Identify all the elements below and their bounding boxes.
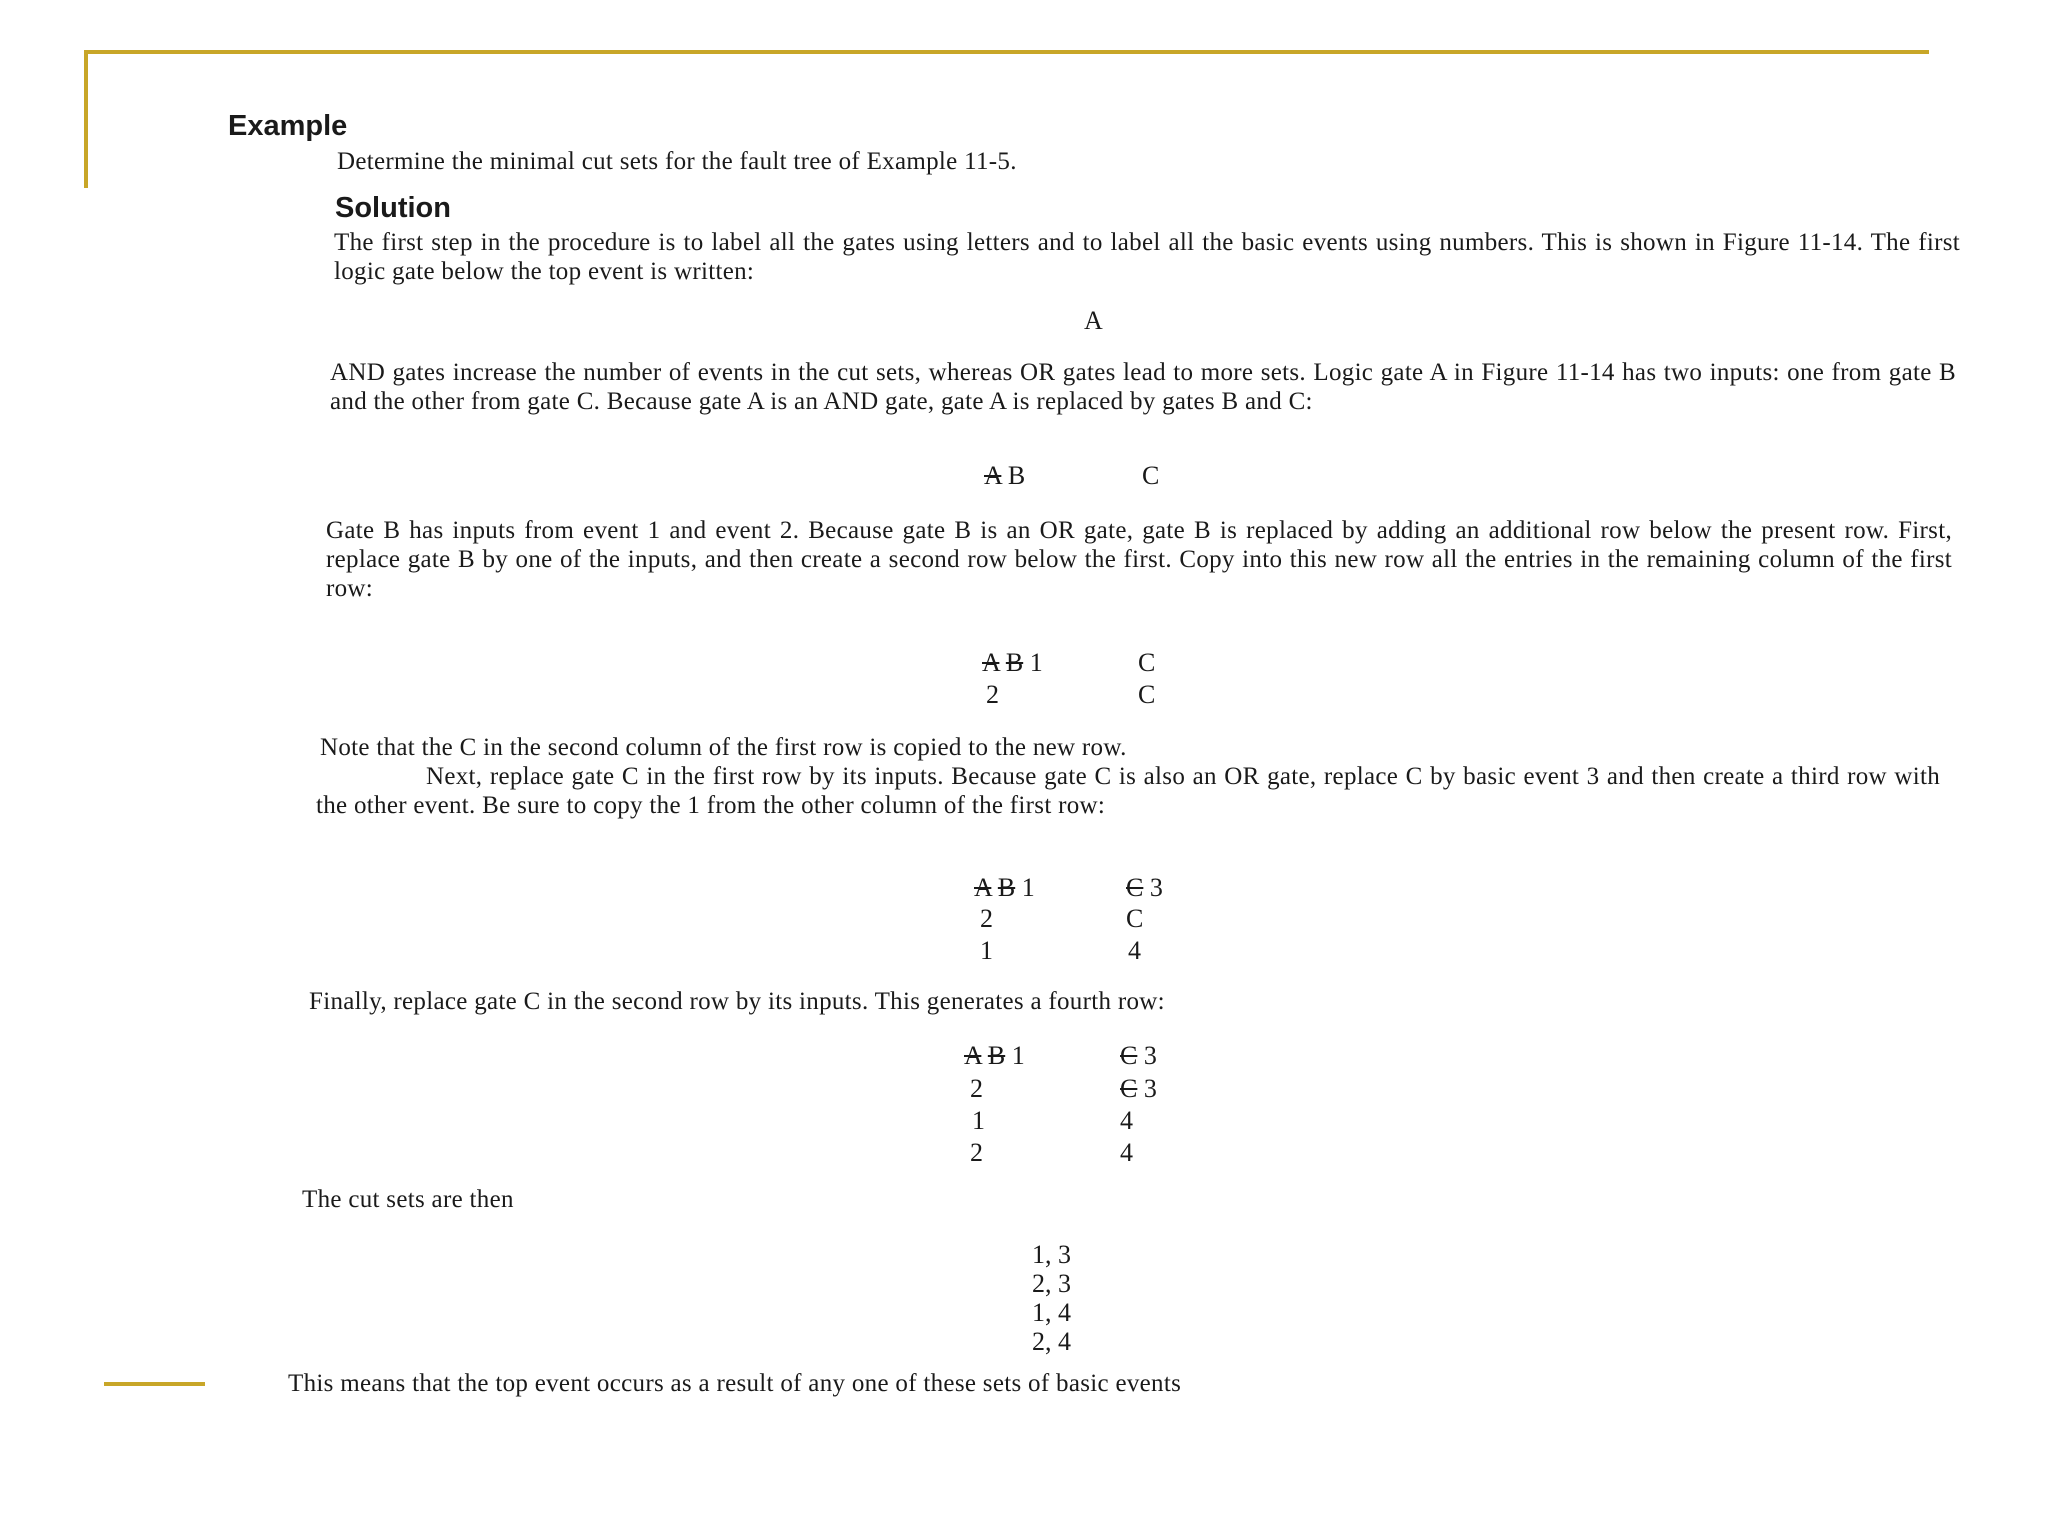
step3-r1-c: C (1138, 648, 1156, 677)
step5-r3-right: 4 (1120, 1106, 1133, 1135)
paragraph-3: Gate B has inputs from event 1 and event 2. Because gate B is an OR gate, gate B is replaced by adding an additional row below the present row. First, replace gate B by one of the inputs, and then create a second row below the first. Copy into this new row all the entries in the remaining column of the first row: (326, 517, 1952, 602)
paragraph-2: AND gates increase the number of events in the cut sets, whereas OR gates lead to more sets. Logic gate A in Figure 11-14 has two inputs: one from gate B and the other from gate C. Because gate A is an AND gate, gate A is replaced by gates B and C: (330, 359, 1956, 415)
step4-row1-left (974, 873, 1035, 903)
step2-gate-a: A (984, 461, 1002, 490)
step3-r1-n: 1 (1029, 648, 1043, 677)
step4-r2-left: 2 (980, 904, 993, 933)
step5-r4-left: 2 (970, 1138, 983, 1167)
step3-r2-left: 2 (986, 680, 999, 709)
step2-gate-c: C (1142, 461, 1160, 490)
step4-r1-b: B (997, 873, 1016, 902)
paragraph-5: Next, replace gate C in the first row by its inputs. Because gate C is also an OR gate, replace C by basic event 3 and then create a third row with the other event. Be sure to copy the 1 from the other column of the first row: (316, 763, 1940, 819)
step2-gate-b: B (1007, 461, 1026, 490)
paragraph-7: The cut sets are then (302, 1186, 514, 1213)
example-heading: Example (228, 110, 348, 142)
step3-r2-right: C (1138, 680, 1156, 709)
step5-r4-right: 4 (1120, 1138, 1133, 1167)
top-accent-rule (84, 50, 1929, 54)
cut-set-3: 1, 4 (1032, 1298, 1071, 1327)
step5-row1-right (1120, 1041, 1157, 1071)
step3-row1-left (982, 648, 1043, 678)
left-accent-rule (84, 50, 88, 188)
solution-heading: Solution (335, 192, 451, 224)
step5-r2-left: 2 (970, 1074, 983, 1103)
step5-r1-a: A (964, 1041, 982, 1070)
bottom-accent-rule (104, 1382, 205, 1386)
step5-row1-left (964, 1041, 1025, 1071)
step4-r1-m: 3 (1149, 873, 1163, 902)
step4-r1-a: A (974, 873, 992, 902)
step4-r1-n: 1 (1021, 873, 1035, 902)
step5-r1-b: B (987, 1041, 1006, 1070)
step4-r1-c: C (1126, 873, 1144, 902)
paragraph-6: Finally, replace gate C in the second row by its inputs. This generates a fourth row: (309, 988, 1165, 1015)
step2-row (984, 461, 1025, 491)
step4-r3-right: 4 (1128, 936, 1141, 965)
step4-row1-right (1126, 873, 1163, 903)
paragraph-4: Note that the C in the second column of the first row is copied to the new row. (320, 734, 1127, 761)
step4-r3-left: 1 (980, 936, 993, 965)
step5-r1-c: C (1120, 1041, 1138, 1070)
step1-gate-a: A (1084, 306, 1103, 335)
step5-r3-left: 1 (972, 1106, 985, 1135)
cut-set-4: 2, 4 (1032, 1327, 1071, 1356)
cut-set-2: 2, 3 (1032, 1269, 1071, 1298)
paragraph-8: This means that the top event occurs as a result of any one of these sets of basic events (288, 1370, 1182, 1397)
cut-set-1: 1, 3 (1032, 1240, 1071, 1269)
step3-r1-a: A (982, 648, 1000, 677)
step5-r1-m: 3 (1143, 1041, 1157, 1070)
step5-r2-m: 3 (1143, 1074, 1157, 1103)
step3-r1-b: B (1005, 648, 1024, 677)
step4-r2-right: C (1126, 904, 1144, 933)
step5-r1-n: 1 (1011, 1041, 1025, 1070)
step5-r2-c: C (1120, 1074, 1138, 1103)
step5-row2-right (1120, 1074, 1157, 1104)
problem-statement: Determine the minimal cut sets for the fault tree of Example 11-5. (337, 148, 1017, 175)
paragraph-1: The first step in the procedure is to label all the gates using letters and to label all the basic events using numbers. This is shown in Figure 11-14. The first logic gate below the top event is written: (334, 229, 1960, 285)
